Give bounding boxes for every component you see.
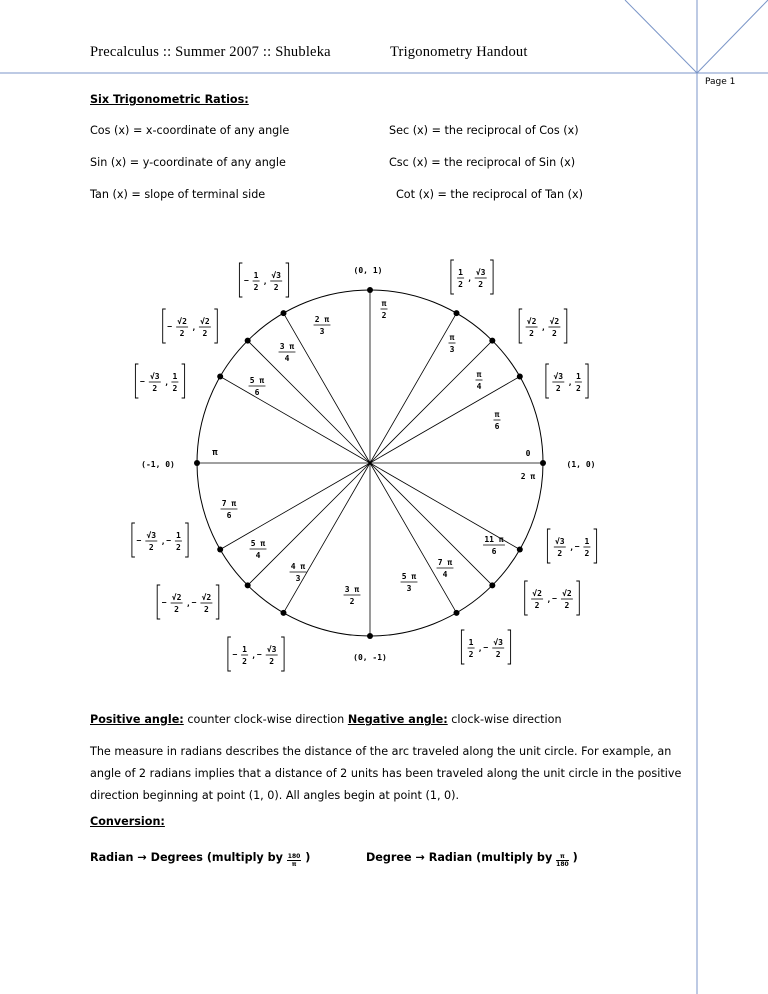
coord-210-y-num: 1 [175, 531, 181, 540]
radian-explanation: The measure in radians describes the distance of the arc traveled along the unit circle. For example, an angle of 2 radians implies that a distance of 2 units has been traveled along the unit circle in the positive direction beginning at point (1, 0). All angles begin at point (1, 0). [90, 745, 682, 802]
point-30 [517, 374, 523, 380]
coord-150 [135, 364, 184, 398]
coord-300-comma: , [477, 644, 483, 653]
coord-210-x-den: 2 [148, 543, 154, 552]
coord-225-x-sign: − [161, 598, 167, 607]
coord-210 [132, 523, 188, 557]
angle-label-210-num: 7 π [221, 499, 237, 508]
coord-225-y-sign: − [191, 598, 197, 607]
coord-150-x-den: 2 [152, 384, 158, 393]
fraction-180-over-pi [287, 853, 302, 868]
angle-label-120-den: 3 [319, 327, 325, 336]
angle-label-225-num: 5 π [250, 539, 266, 548]
angle-label-315-num: 7 π [437, 558, 453, 567]
coord-60-left-bracket [451, 260, 454, 294]
coord-225-right-bracket [216, 585, 219, 619]
coord-30-comma: , [567, 378, 573, 387]
coord-135-comma: , [191, 323, 197, 332]
coord-30-x-num: √3 [553, 372, 564, 381]
angle-label-240-num: 4 π [290, 562, 306, 571]
coord-240-left-bracket [228, 637, 231, 671]
coord-330-y-num: 1 [584, 537, 590, 546]
angle-label-0-two-pi: 2 π [520, 472, 536, 481]
coord-330-y-sign: − [574, 542, 580, 551]
fraction-pi-over-180 [556, 853, 569, 868]
negative-angle-label: Negative angle: [347, 713, 448, 726]
coord-150-y-num: 1 [172, 372, 178, 381]
coord-315-y-den: 2 [564, 601, 570, 610]
coord-150-left-bracket [135, 364, 138, 398]
angle-label-330-num: 11 π [484, 535, 504, 544]
angle-label-60-num: π [449, 333, 455, 342]
point-60 [454, 310, 460, 316]
point-330 [517, 547, 523, 553]
angle-label-0-zero: 0 [525, 449, 531, 458]
point-270 [367, 633, 373, 639]
point-150 [217, 374, 223, 380]
coord-315-x-num: √2 [532, 589, 542, 598]
radius-120 [284, 313, 371, 463]
point-90 [367, 287, 373, 293]
ratio-sec: Sec (x) = the reciprocal of Cos (x) [389, 124, 579, 137]
ratio-cot: Cot (x) = the reciprocal of Tan (x) [396, 188, 583, 201]
radian-to-degree [90, 851, 310, 868]
coord-120 [239, 263, 288, 297]
angle-label-225-den: 4 [255, 551, 261, 560]
coord-315-right-bracket [576, 581, 579, 615]
coord-225-comma: , [186, 599, 191, 608]
coord-210-x-sign: − [136, 536, 142, 545]
point-0 [540, 460, 546, 466]
coord-45-y-num: √2 [549, 317, 560, 326]
point-240 [281, 610, 287, 616]
angle-label-270-num: 3 π [344, 585, 360, 594]
unit-circle-diagram [0, 240, 768, 680]
fraction-denominator: π [291, 861, 297, 868]
point-135 [245, 338, 251, 344]
header-title: Trigonometry Handout [390, 44, 528, 60]
coord-210-comma: , [160, 537, 166, 546]
coord-45-x-num: √2 [526, 317, 537, 326]
angle-label-45-den: 4 [476, 382, 482, 391]
degree-to-radian [366, 851, 578, 868]
coord-330-x-den: 2 [557, 549, 563, 558]
angle-label-30-num: π [494, 410, 500, 419]
coord-60 [451, 260, 493, 294]
radius-150 [220, 377, 370, 464]
coord-240-x-sign: − [232, 650, 238, 659]
angle-label-240-den: 3 [295, 574, 301, 583]
ratio-csc: Csc (x) = the reciprocal of Sin (x) [389, 156, 576, 169]
coord-30-right-bracket [585, 364, 588, 398]
point-120 [281, 310, 287, 316]
negative-angle-text: clock-wise direction [447, 713, 562, 726]
angle-label-45-num: π [476, 370, 482, 379]
coord-210-right-bracket [185, 523, 188, 557]
coord-150-right-bracket [182, 364, 185, 398]
coord-60-comma: , [467, 274, 473, 283]
angle-label-60-den: 3 [449, 345, 455, 354]
angle-label-90-den: 2 [381, 311, 387, 320]
point-315 [489, 582, 495, 588]
coord-150-x-num: √3 [149, 372, 160, 381]
coord-30-y-den: 2 [575, 384, 581, 393]
angle-label-315-den: 4 [442, 570, 448, 579]
fraction-numerator: π [556, 853, 569, 861]
radian-to-degree-close: ) [301, 851, 311, 864]
coord-120-y-num: √3 [271, 271, 282, 280]
coord-225-y-den: 2 [203, 605, 209, 614]
angle-label-120-num: 2 π [314, 315, 330, 324]
ratio-tan: Tan (x) = slope of terminal side [90, 188, 266, 201]
coord-225-x-num: √2 [171, 593, 182, 602]
radian-to-degree-text: Radian → Degrees (multiply by [90, 851, 287, 864]
coord-120-x-den: 2 [253, 283, 259, 292]
ratio-cos: Cos (x) = x-coordinate of any angle [90, 124, 290, 137]
angle-label-135-den: 4 [284, 354, 290, 363]
coord-135-y-den: 2 [202, 329, 208, 338]
coord-330-y-den: 2 [584, 549, 590, 558]
coord-240 [228, 637, 284, 671]
degree-to-radian-text: Degree → Radian (multiply by [366, 851, 557, 864]
coord-330-comma: , [569, 543, 575, 552]
coord-30 [546, 364, 588, 398]
coord-225-left-bracket [157, 585, 160, 619]
angle-label-300-den: 3 [406, 584, 412, 593]
coord-300-left-bracket [461, 630, 464, 664]
point-210 [217, 547, 223, 553]
angle-label-180-num: π [212, 448, 218, 458]
coord-45 [519, 309, 567, 343]
coord-60-y-num: √3 [475, 268, 486, 277]
coord-135-x-num: √2 [177, 317, 187, 326]
angle-label-270-den: 2 [349, 597, 355, 606]
coord-120-x-num: 1 [253, 271, 259, 280]
ratios-heading: Six Trigonometric Ratios: [90, 93, 249, 106]
coord-120-left-bracket [239, 263, 242, 297]
coord-315-comma: , [546, 595, 552, 604]
coord-135-y-num: √2 [200, 317, 210, 326]
coord-120-y-den: 2 [273, 283, 279, 292]
point-300 [454, 610, 460, 616]
radius-135 [248, 341, 370, 463]
point-180 [194, 460, 200, 466]
coord-90: (0, 1) [353, 266, 383, 275]
coord-180: (-1, 0) [141, 460, 175, 469]
coord-240-right-bracket [281, 637, 284, 671]
coord-150-x-sign: − [139, 377, 145, 386]
fraction-numerator: 180 [287, 853, 301, 860]
fraction-denominator: 180 [556, 861, 569, 868]
coord-135-right-bracket [214, 309, 217, 343]
radius-315 [370, 463, 492, 585]
angle-direction-line [90, 713, 562, 726]
coord-225-y-num: √2 [201, 593, 212, 602]
coord-210-x-num: √3 [146, 531, 157, 540]
coord-45-y-den: 2 [551, 329, 557, 338]
coord-45-right-bracket [564, 309, 567, 343]
coord-240-y-sign: − [256, 650, 262, 659]
coord-240-comma: , [251, 651, 257, 660]
coord-330 [547, 529, 596, 563]
coord-240-y-den: 2 [269, 657, 275, 666]
angle-label-135-num: 3 π [279, 342, 295, 351]
radius-45 [370, 341, 492, 463]
coord-210-y-sign: − [166, 536, 172, 545]
radius-60 [370, 313, 457, 463]
coord-60-x-num: 1 [458, 268, 464, 277]
coord-30-x-den: 2 [555, 384, 561, 393]
coord-135-x-sign: − [167, 322, 173, 331]
coord-210-y-den: 2 [175, 543, 181, 552]
ratio-sin: Sin (x) = y-coordinate of any angle [90, 156, 286, 169]
coord-300-x-den: 2 [468, 650, 474, 659]
coord-0: (1, 0) [566, 460, 596, 469]
positive-angle-label: Positive angle: [90, 713, 184, 726]
radius-210 [220, 463, 370, 550]
header-course: Precalculus :: Summer 2007 :: Shubleka [90, 44, 331, 60]
coord-300 [461, 630, 510, 664]
degree-to-radian-close: ) [568, 851, 578, 864]
angle-label-150-den: 6 [254, 388, 260, 397]
angle-label-330-den: 6 [491, 547, 497, 556]
point-45 [489, 338, 495, 344]
coord-240-x-den: 2 [242, 657, 248, 666]
coord-150-y-den: 2 [172, 384, 178, 393]
point-225 [245, 582, 251, 588]
angle-label-90-num: π [381, 299, 387, 308]
coord-120-right-bracket [286, 263, 289, 297]
coord-315-y-sign: − [552, 594, 557, 603]
coord-135-x-den: 2 [179, 329, 185, 338]
coord-315 [525, 581, 580, 615]
coord-300-right-bracket [508, 630, 511, 664]
coord-270: (0, -1) [353, 653, 387, 662]
coord-225 [157, 585, 219, 619]
coord-300-y-sign: − [483, 643, 489, 652]
coord-240-x-num: 1 [242, 645, 248, 654]
radius-225 [248, 463, 370, 585]
positive-angle-text: counter clock-wise direction [183, 713, 348, 726]
conversion-heading: Conversion: [90, 815, 165, 828]
coord-300-y-num: √3 [493, 638, 504, 647]
coord-330-x-num: √3 [554, 537, 565, 546]
coord-60-x-den: 2 [458, 280, 464, 289]
coord-225-x-den: 2 [174, 605, 180, 614]
coord-300-y-den: 2 [495, 650, 501, 659]
coord-120-comma: , [262, 277, 268, 286]
coord-210-left-bracket [132, 523, 135, 557]
coord-120-x-sign: − [243, 276, 249, 285]
coord-330-right-bracket [594, 529, 597, 563]
coord-30-left-bracket [546, 364, 549, 398]
coord-60-y-den: 2 [478, 280, 484, 289]
coord-135-left-bracket [163, 309, 166, 343]
coord-150-comma: , [164, 378, 170, 387]
coord-330-left-bracket [547, 529, 550, 563]
coord-30-y-num: 1 [575, 372, 581, 381]
coord-240-y-num: √3 [266, 645, 277, 654]
coord-45-left-bracket [519, 309, 522, 343]
coord-315-x-den: 2 [534, 601, 540, 610]
angle-label-300-num: 5 π [401, 572, 417, 581]
coord-315-y-num: √2 [562, 589, 572, 598]
coord-45-x-den: 2 [529, 329, 535, 338]
angle-label-30-den: 6 [494, 422, 500, 431]
coord-45-comma: , [541, 323, 546, 332]
page-number: Page 1 [705, 77, 736, 87]
coord-135 [163, 309, 218, 343]
radius-300 [370, 463, 457, 613]
coord-60-right-bracket [490, 260, 493, 294]
angle-label-210-den: 6 [226, 511, 232, 520]
coord-315-left-bracket [525, 581, 528, 615]
coord-300-x-num: 1 [468, 638, 474, 647]
angle-label-150-num: 5 π [249, 376, 265, 385]
